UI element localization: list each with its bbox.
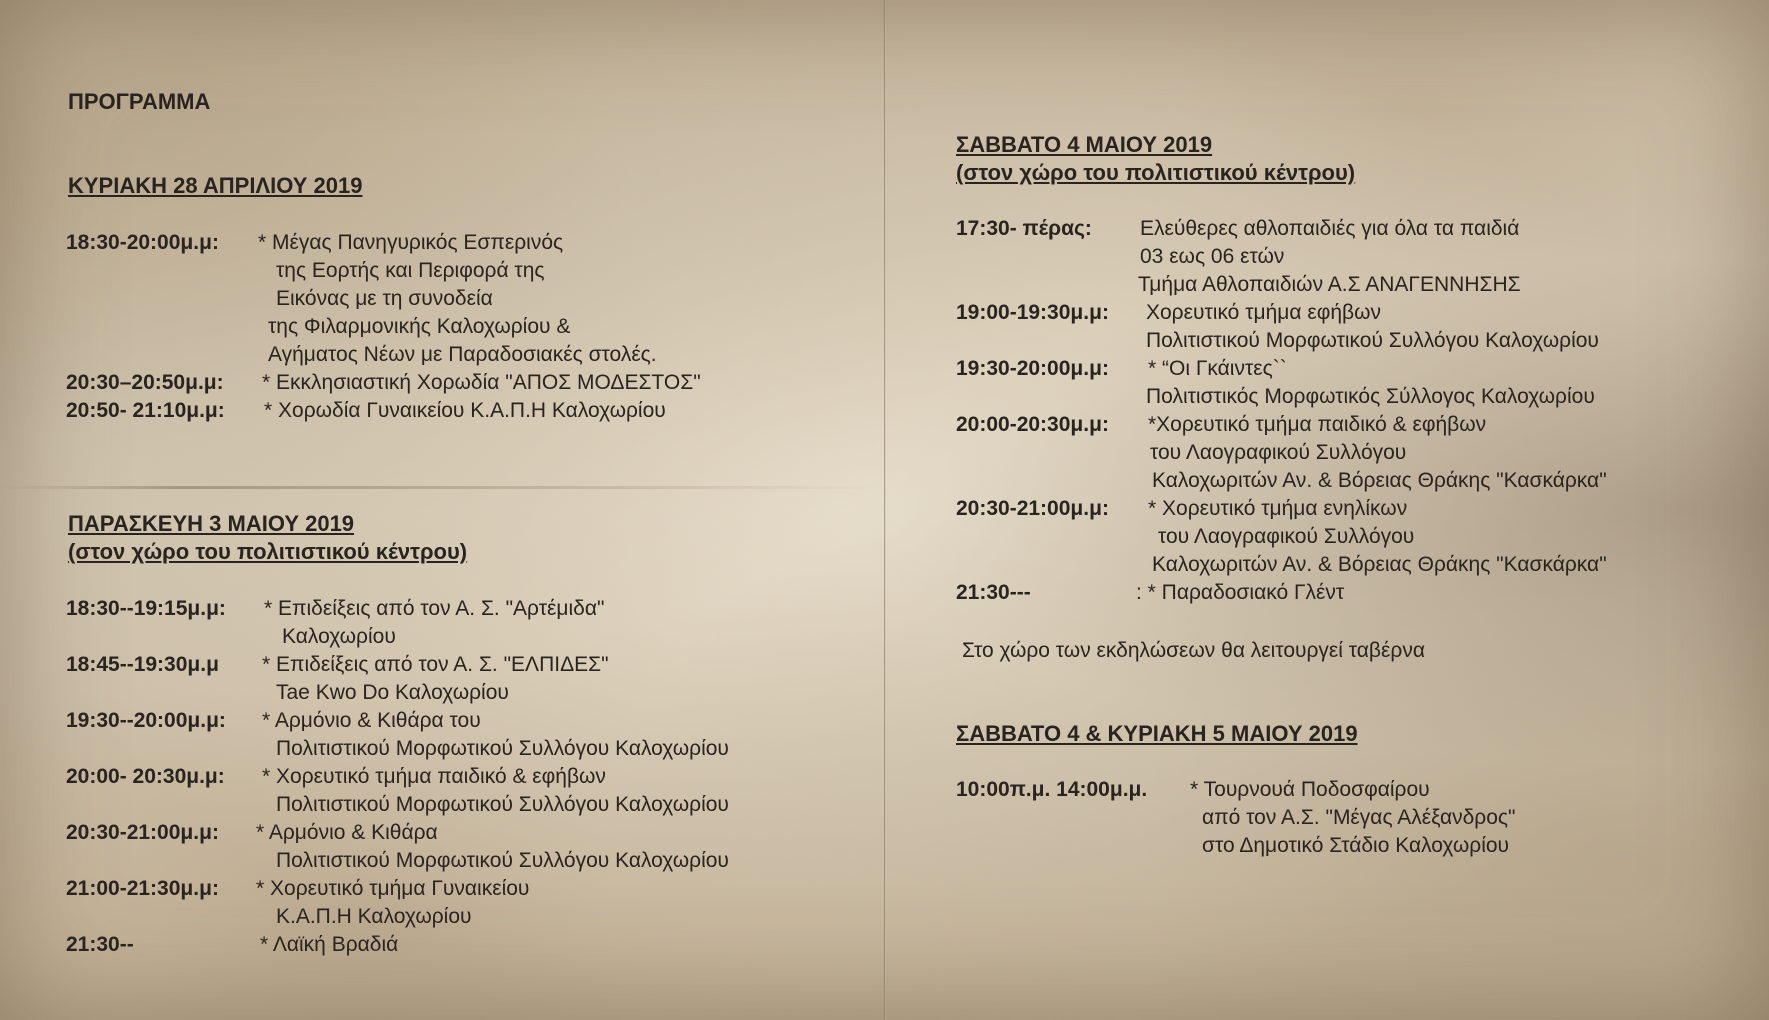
event-text: * Επιδείξεις από τον Α. Σ. "ΕΛΠΙΔΕΣ": [262, 653, 609, 676]
event-time: 20:50- 21:10μ.μ:: [66, 399, 225, 422]
event-time: 17:30- πέρας:: [956, 217, 1092, 240]
event-time: 21:30--: [66, 933, 134, 956]
event-text: Πολιτιστικού Μορφωτικού Συλλόγου Καλοχωρίου: [276, 849, 729, 872]
event-time: 18:30-20:00μ.μ:: [66, 231, 219, 254]
event-text: της Φιλαρμονικής Καλοχωρίου &: [268, 315, 571, 338]
event-text: Πολιτιστικού Μορφωτικού Συλλόγου Καλοχωρίου: [276, 793, 729, 816]
paper-crease: [0, 486, 884, 489]
event-text: Κ.Α.Π.Η Καλοχωρίου: [276, 905, 472, 928]
event-text: Χορευτικό τμήμα εφήβων: [1146, 301, 1381, 324]
event-time: 19:00-19:30μ.μ:: [956, 301, 1109, 324]
event-time: 10:00π.μ. 14:00μ.μ.: [956, 778, 1148, 801]
event-text: Πολιτιστικού Μορφωτικού Συλλόγου Καλοχωρίου: [1146, 329, 1599, 352]
event-text: Εικόνας με τη συνοδεία: [276, 287, 493, 310]
event-text: του Λαογραφικού Συλλόγου: [1150, 441, 1407, 464]
note-text: Στο χώρο των εκδηλώσεων θα λειτουργεί ταβέρνα: [962, 639, 1425, 662]
event-text: * Χορευτικό τμήμα ενηλίκων: [1148, 497, 1408, 520]
event-text: Τμήμα Αθλοπαιδιών Α.Σ ΑΝΑΓΕΝΝΗΣΗΣ: [1138, 273, 1521, 296]
event-time: 20:30–20:50μ.μ:: [66, 371, 224, 394]
center-fold: [884, 0, 886, 1020]
event-text: * Επιδείξεις από τον Α. Σ. "Αρτέμιδα": [264, 597, 605, 620]
event-time: 19:30--20:00μ.μ:: [66, 709, 226, 732]
event-text: *Χορευτικό τμήμα παιδικό & εφήβων: [1148, 413, 1487, 436]
event-text: * Χορωδία Γυναικείου Κ.Α.Π.Η Καλοχωρίου: [264, 399, 666, 422]
event-time: 20:30-21:00μ.μ:: [956, 497, 1109, 520]
event-text: Καλοχωριτών Αν. & Βόρειας Θράκης "Κασκάρκα": [1152, 469, 1607, 492]
event-text: Ελεύθερες αθλοπαιδιές για όλα τα παιδιά: [1140, 217, 1520, 240]
event-time: 18:30--19:15μ.μ:: [66, 597, 226, 620]
event-text: Αγήματος Νέων με Παραδοσιακές στολές.: [268, 343, 657, 366]
event-text: * Εκκλησιαστική Χορωδία "ΑΠΟΣ ΜΟΔΕΣΤΟΣ": [262, 371, 701, 394]
event-time: 20:00- 20:30μ.μ:: [66, 765, 225, 788]
event-time: 19:30-20:00μ.μ:: [956, 357, 1109, 380]
event-text: Πολιτιστικού Μορφωτικού Συλλόγου Καλοχωρίου: [276, 737, 729, 760]
event-text: * Λαϊκή Βραδιά: [260, 933, 399, 956]
day-heading: ΣΑΒΒΑΤΟ 4 ΜΑΙΟΥ 2019: [956, 132, 1213, 157]
event-text: της Εορτής και Περιφορά της: [276, 259, 545, 282]
event-text: * “Οι Γκάιντες``: [1148, 357, 1287, 380]
event-text: * Αρμόνιο & Κιθάρα: [256, 821, 438, 844]
event-time: 18:45--19:30μ.μ: [66, 653, 219, 676]
event-text: * Χορευτικό τμήμα Γυναικείου: [256, 877, 530, 900]
event-text: του Λαογραφικού Συλλόγου: [1158, 525, 1415, 548]
event-text: Tae Kwo Do Καλοχωρίου: [276, 681, 509, 704]
event-text: : * Παραδοσιακό Γλέντ: [1136, 581, 1345, 604]
day-heading: ΚΥΡΙΑΚΗ 28 ΑΠΡΙΛΙΟΥ 2019: [68, 173, 363, 198]
day-heading: ΠΑΡΑΣΚΕΥΗ 3 ΜΑΙΟΥ 2019: [68, 511, 355, 536]
event-text: στο Δημοτικό Στάδιο Καλοχωρίου: [1202, 834, 1510, 857]
event-text: * Τουρνουά Ποδοσφαίρου: [1190, 778, 1430, 801]
day-subheading: (στον χώρο του πολιτιστικού κέντρου): [68, 539, 468, 564]
event-text: * Μέγας Πανηγυρικός Εσπερινός: [258, 231, 564, 254]
event-text: * Αρμόνιο & Κιθάρα του: [262, 709, 481, 732]
day-subheading: (στον χώρο του πολιτιστικού κέντρου): [956, 160, 1356, 185]
event-time: 20:30-21:00μ.μ:: [66, 821, 219, 844]
event-text: 03 εως 06 ετών: [1140, 245, 1285, 268]
event-time: 21:00-21:30μ.μ:: [66, 877, 219, 900]
event-text: Καλοχωριτών Αν. & Βόρειας Θράκης "Κασκάρκα": [1152, 553, 1607, 576]
event-text: από τον Α.Σ. "Μέγας Αλέξανδρος": [1202, 806, 1516, 829]
event-time: 21:30---: [956, 581, 1031, 604]
event-text: * Χορευτικό τμήμα παιδικό & εφήβων: [262, 765, 606, 788]
event-text: Πολιτιστικός Μορφωτικός Σύλλογος Καλοχωρίου: [1146, 385, 1595, 408]
program-heading: ΠΡΟΓΡΑΜΜΑ: [68, 89, 211, 114]
event-time: 20:00-20:30μ.μ:: [956, 413, 1109, 436]
day-heading: ΣΑΒΒΑΤΟ 4 & ΚΥΡΙΑΚΗ 5 ΜΑΙΟΥ 2019: [956, 721, 1358, 746]
event-text: Καλοχωρίου: [282, 625, 396, 648]
